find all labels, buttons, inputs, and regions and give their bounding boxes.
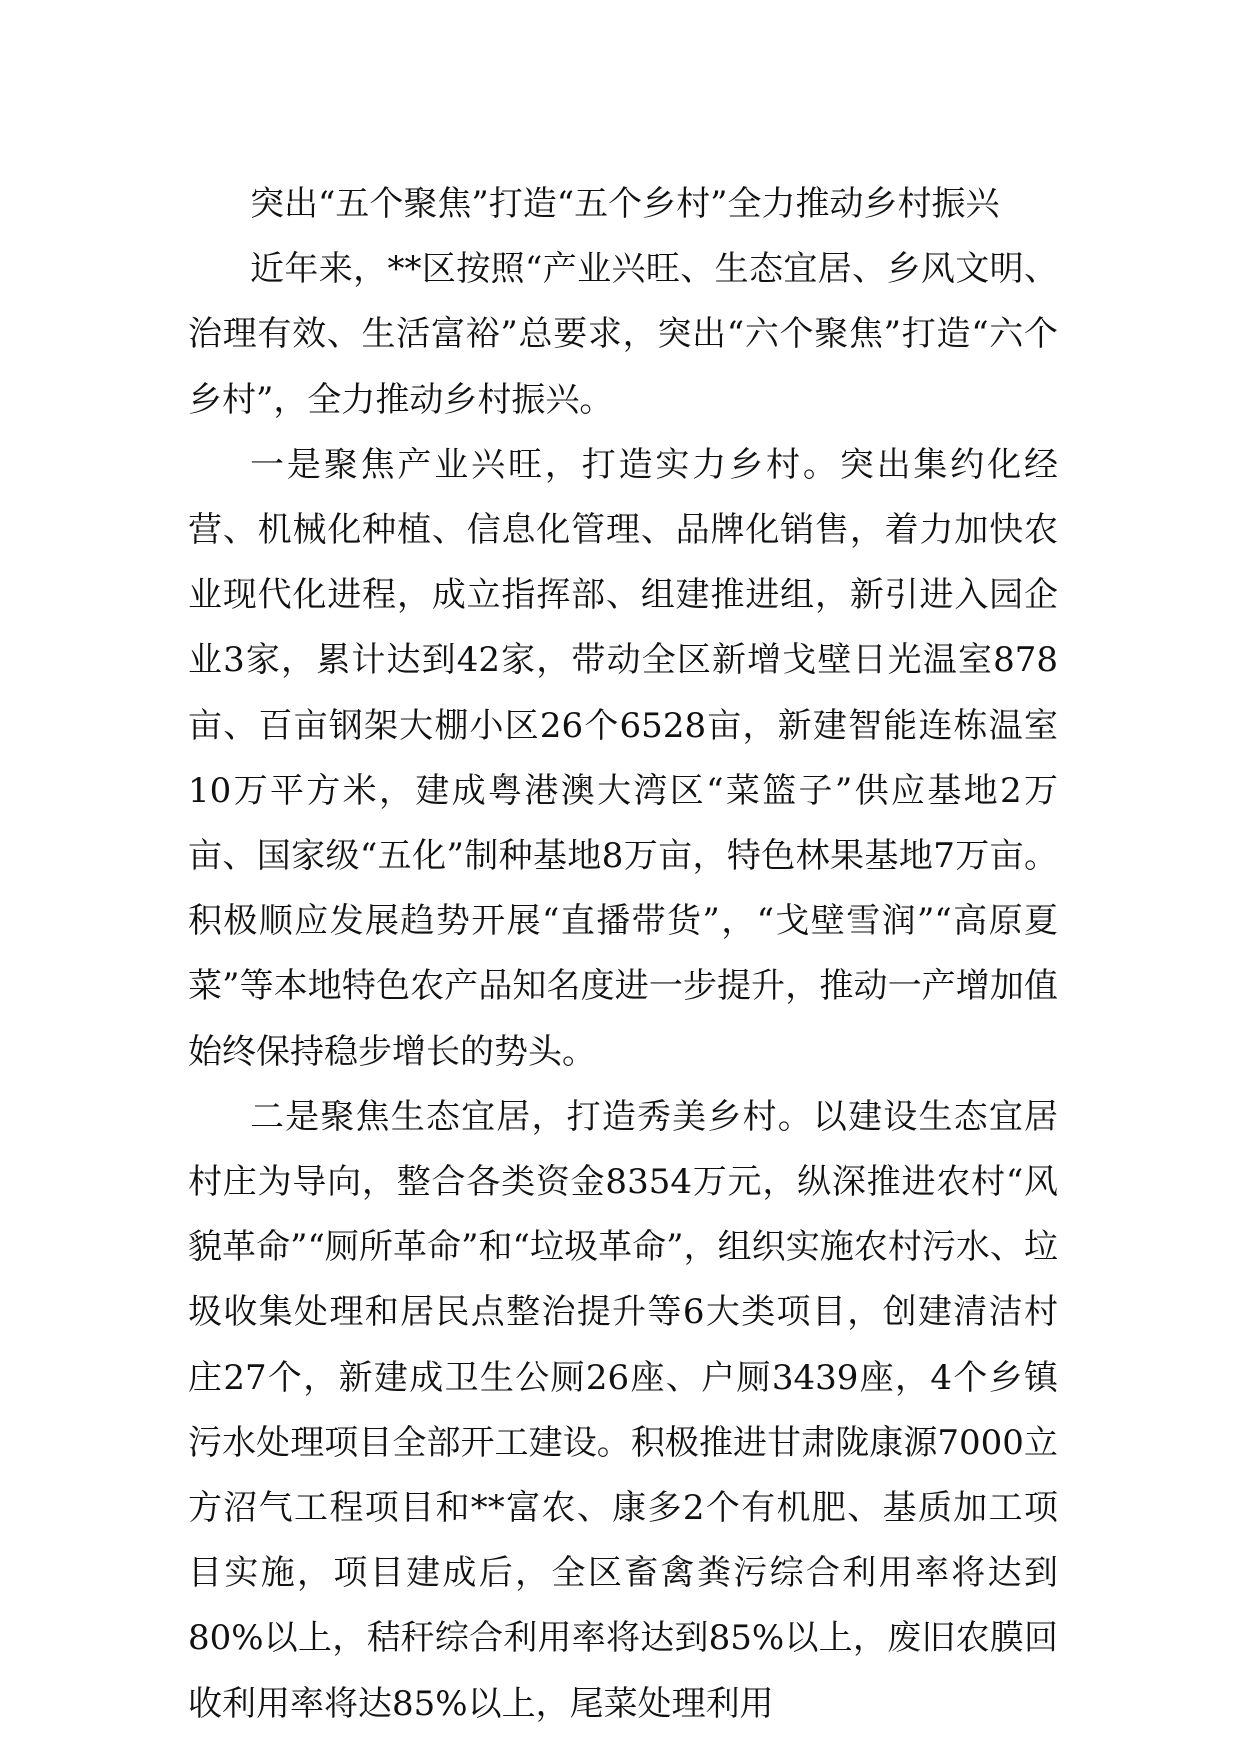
document-title: 突出“五个聚焦”打造“五个乡村”全力推动乡村振兴 <box>250 184 1000 224</box>
paragraph-industry: 一是聚焦产业兴旺，打造实力乡村。突出集约化经营、机械化种植、信息化管理、品牌化销售，着力加快农业现代化进程，成立指挥部、组建推进组，新引进入园企业3家，累计达到42家，带动全区新增戈壁日光温室878亩、百亩钢架大棚小区26个6528亩，新建智能连栋温室10万平方米，建成粤港澳大湾区“菜篮子”供应基地2万亩、国家级“五化”制种基地8万亩，特色林果基地7万亩。积极顺应发展趋势开展“直播带货”，“戈壁雪润”“高原夏菜”等本地特色农产品知名度进一步提升，推动一产增加值始终保持稳步增长的势头。 <box>188 444 1058 1072</box>
paragraph-ecology: 二是聚焦生态宜居，打造秀美乡村。以建设生态宜居村庄为导向，整合各类资金8354万元，纵深推进农村“风貌革命”“厕所革命”和“垃圾革命”，组织实施农村污水、垃圾收集处理和居民点整治提升等6大类项目，创建清洁村庄27个，新建成卫生公厕26座、户厕3439座，4个乡镇污水处理项目全部开工建设。积极推进甘肃陇康源7000立方沼气工程项目和**富农、康多2个有机肥、基质加工项目实施，项目建成后，全区畜禽粪污综合利用率将达到80%以上，秸秆综合利用率将达到85%以上，废旧农膜回收利用率将达85%以上，尾菜处理利用 <box>188 1096 1058 1724</box>
paragraph-intro: 近年来，**区按照“产业兴旺、生态宜居、乡风文明、治理有效、生活富裕”总要求，突出“六个聚焦”打造“六个乡村”，全力推动乡村振兴。 <box>188 249 1058 420</box>
document-body <box>188 172 1058 1737</box>
